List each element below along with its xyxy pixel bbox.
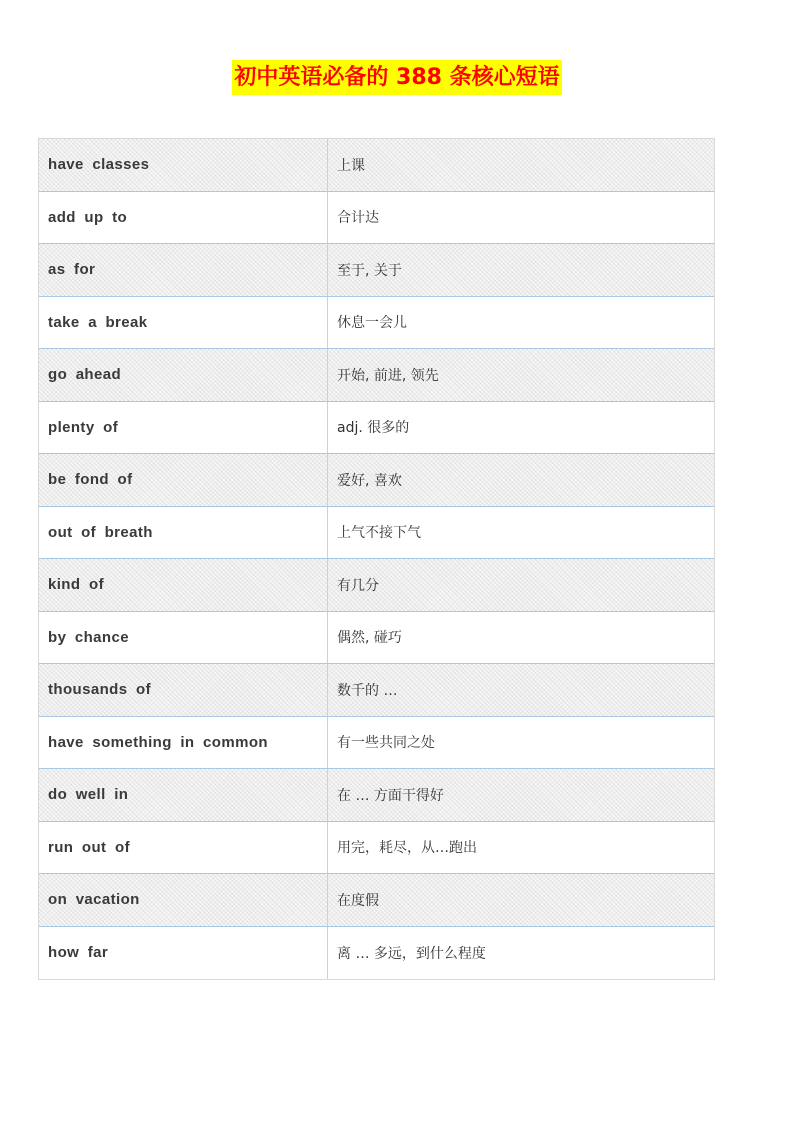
table-row [39,507,714,560]
meaning-cell: 休息一会儿 [337,315,407,332]
table-row [39,192,714,245]
meaning-cell: 离 … 多远，到什么程度 [337,945,486,962]
table-row [39,454,714,507]
meaning-cell: 在度假 [337,892,379,909]
page-title: 初中英语必备的 388 条核心短语 [232,60,561,95]
table-row [39,559,714,612]
meaning-cell: 上气不接下气 [337,525,421,542]
title-container [0,60,794,95]
meaning-cell: 爱好, 喜欢 [337,472,402,489]
table-row [39,297,714,350]
phrase-cell: on vacation [39,874,328,926]
phrase-cell: have classes [39,139,328,191]
phrase-cell: as for [39,244,328,296]
table-row [39,874,714,927]
phrase-cell: plenty of [39,402,328,454]
table-row [39,244,714,297]
phrase-cell: do well in [39,769,328,821]
meaning-cell: 有一些共同之处 [337,735,435,752]
meaning-cell: adj. 很多的 [337,420,410,437]
table-row [39,349,714,402]
meaning-cell: 偶然, 碰巧 [337,630,402,647]
phrase-cell: have something in common [39,717,328,769]
meaning-cell: 开始, 前进, 领先 [337,367,439,384]
phrase-cell: take a break [39,297,328,349]
meaning-cell: 有几分 [337,577,379,594]
table-row [39,139,714,192]
phrase-cell: go ahead [39,349,328,401]
meaning-cell: 上课 [337,157,365,174]
meaning-cell: 至于, 关于 [337,262,402,279]
meaning-cell: 在 … 方面干得好 [337,787,444,804]
meaning-cell: 用完，耗尽，从…跑出 [337,840,477,857]
table-row [39,822,714,875]
table-row [39,402,714,455]
meaning-cell: 合计达 [337,210,379,227]
phrase-cell: by chance [39,612,328,664]
phrase-cell: how far [39,927,328,980]
table-row [39,664,714,717]
table-row [39,769,714,822]
phrase-cell: be fond of [39,454,328,506]
phrase-cell: kind of [39,559,328,611]
phrase-cell: add up to [39,192,328,244]
phrase-cell: run out of [39,822,328,874]
table-row [39,612,714,665]
phrase-cell: out of breath [39,507,328,559]
meaning-cell: 数千的 … [337,682,398,699]
table-row [39,717,714,770]
phrase-table [38,138,715,980]
table-row [39,927,714,980]
phrase-cell: thousands of [39,664,328,716]
